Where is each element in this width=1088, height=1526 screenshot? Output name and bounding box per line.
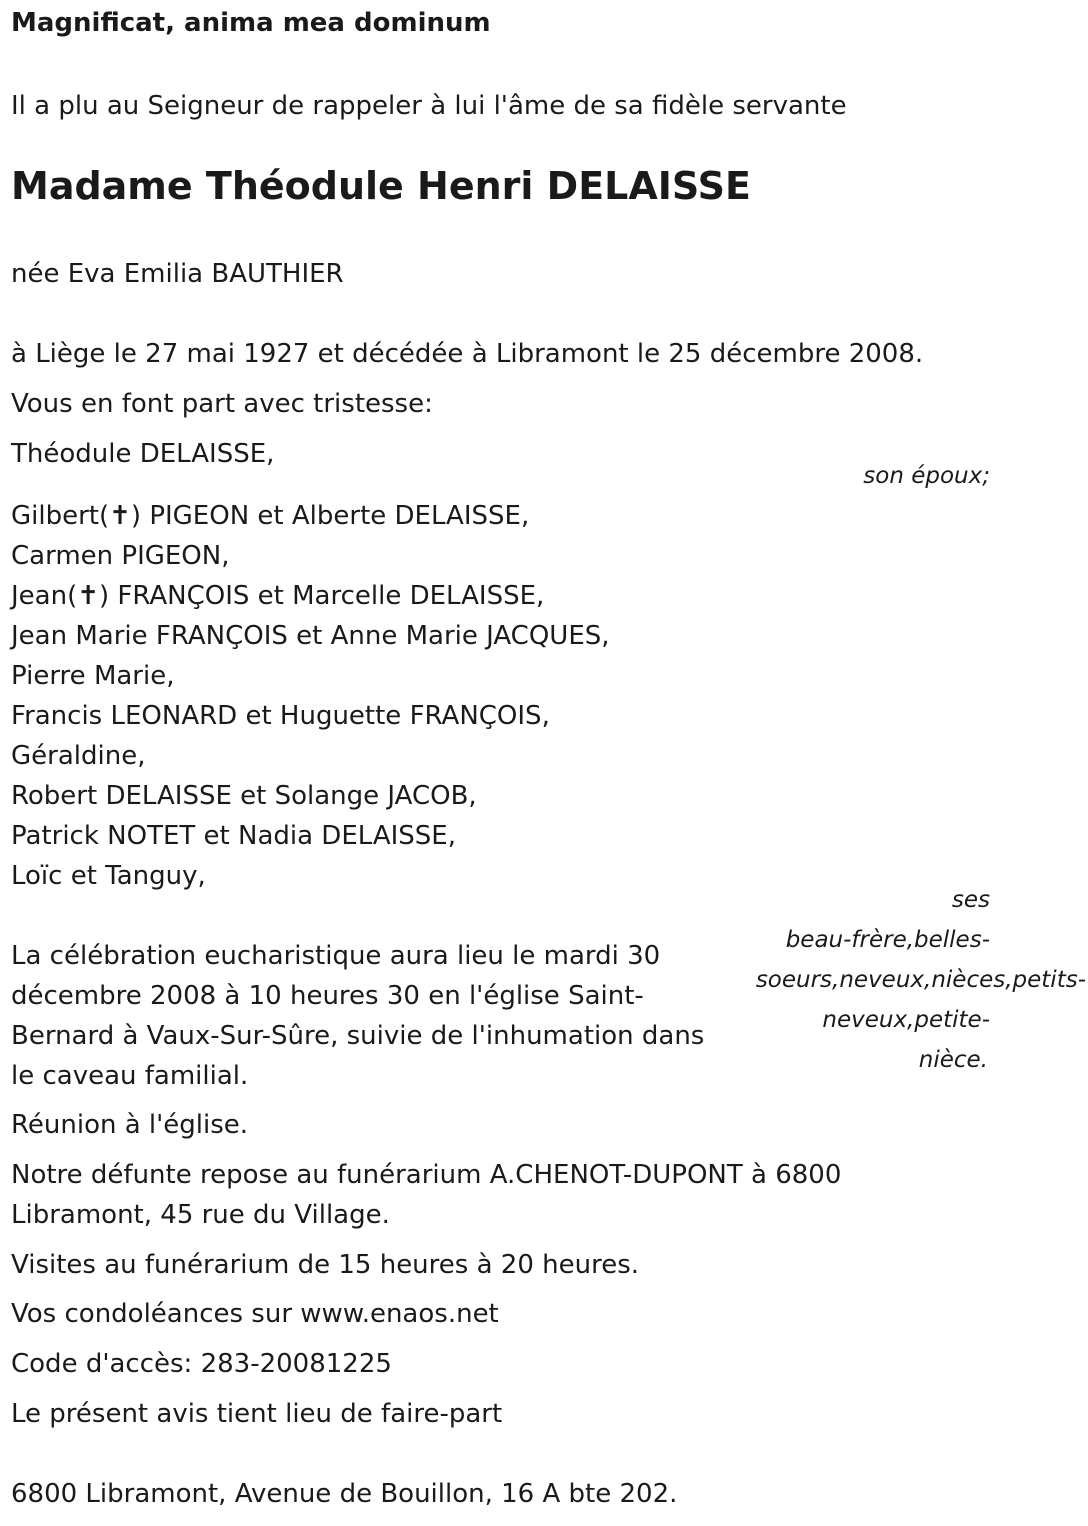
deceased-name: Madame Théodule Henri DELAISSE xyxy=(11,164,751,208)
family-member: Pierre Marie, xyxy=(11,661,175,691)
family-relation-line: ses xyxy=(951,887,990,913)
family-member: Loïc et Tanguy, xyxy=(11,861,206,891)
spouse-relation: son époux; xyxy=(863,463,990,489)
family-member: Robert DELAISSE et Solange JACOB, xyxy=(11,781,477,811)
address-text: 6800 Libramont, Avenue de Bouillon, 16 A bte 202. xyxy=(11,1479,678,1509)
family-relation xyxy=(728,880,1088,1080)
announcement-text: Il a plu au Seigneur de rappeler à lui l'âme de sa fidèle servante xyxy=(11,91,847,121)
ceremony-text: La célébration eucharistique aura lieu le mardi 30 décembre 2008 à 10 heures 30 en l'église Saint-Bernard à Vaux-Sur-Sûre, suivie de l'inhumation dans le caveau familial. xyxy=(11,941,705,1091)
family-list xyxy=(11,496,610,896)
birth-death-dates: à Liège le 27 mai 1927 et décédée à Libramont le 25 décembre 2008. xyxy=(11,339,924,369)
spouse-name: Théodule DELAISSE, xyxy=(11,439,275,469)
family-member: Patrick NOTET et Nadia DELAISSE, xyxy=(11,821,456,851)
family-member: Carmen PIGEON, xyxy=(11,541,230,571)
family-relation-line: nièce. xyxy=(918,1047,988,1073)
family-relation-line: soeurs,neveux,nièces,petits- xyxy=(755,967,1086,993)
family-member: Jean(✝) FRANÇOIS et Marcelle DELAISSE, xyxy=(11,581,545,611)
visits-text: Visites au funérarium de 15 heures à 20 heures. xyxy=(11,1250,640,1280)
condolences-text: Vos condoléances sur www.enaos.net xyxy=(11,1299,499,1329)
invocation-heading: Magnificat, anima mea dominum xyxy=(11,8,491,38)
mourners-intro: Vous en font part avec tristesse: xyxy=(11,389,433,419)
family-relation-line: neveux,petite- xyxy=(822,1007,990,1033)
family-member: Géraldine, xyxy=(11,741,146,771)
family-relation-line: beau-frère,belles- xyxy=(785,927,990,953)
family-member: Jean Marie FRANÇOIS et Anne Marie JACQUES, xyxy=(11,621,610,651)
access-code: Code d'accès: 283-20081225 xyxy=(11,1349,392,1379)
funeral-home-rest: Notre défunte repose au funérarium A.CHENOT-DUPONT à 6800 Libramont, 45 rue du Village. xyxy=(11,1160,842,1230)
family-member: Francis LEONARD et Huguette FRANÇOIS, xyxy=(11,701,550,731)
family-member: Gilbert(✝) PIGEON et Alberte DELAISSE, xyxy=(11,501,530,531)
meeting-text: Réunion à l'église. xyxy=(11,1110,249,1140)
maiden-name: née Eva Emilia BAUTHIER xyxy=(11,259,344,289)
notice-text: Le présent avis tient lieu de faire-part xyxy=(11,1399,503,1429)
